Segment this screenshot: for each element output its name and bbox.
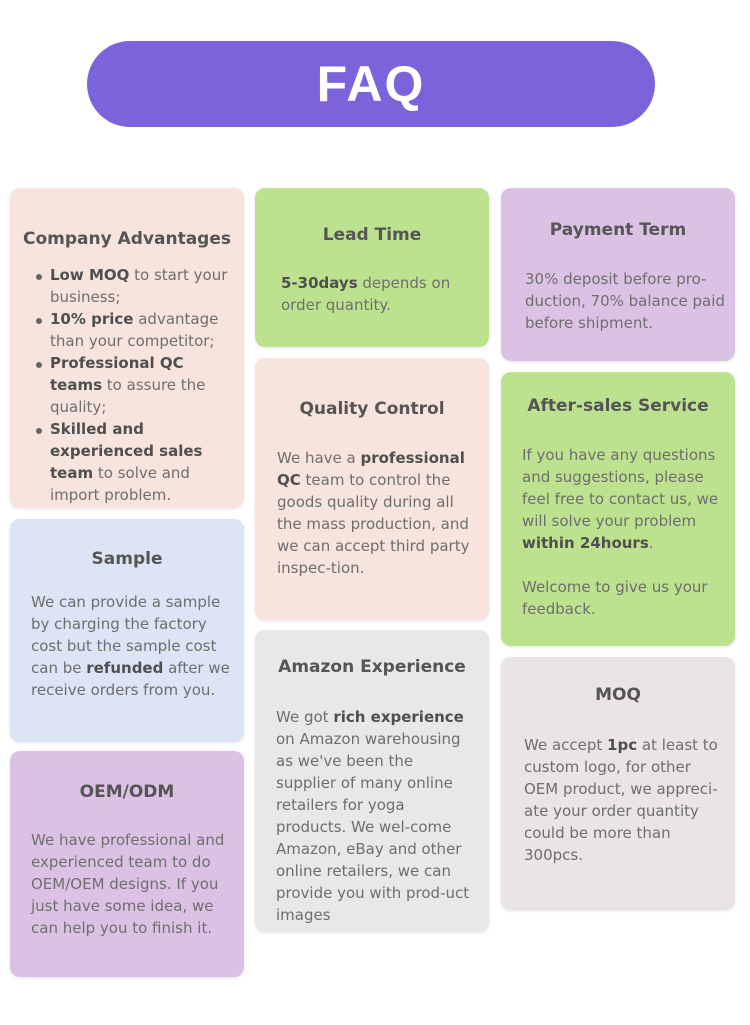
card-body: We can provide a sample by charging the factory cost but the sample cost can be refunded after we receive orders from you. — [31, 593, 230, 699]
card-body: We have a professional QC team to control the goods quality during all the mass production, and we can accept third party inspec-tion. — [277, 449, 470, 577]
card-body: We got rich experience on Amazon warehousing as we've been the supplier of many online retailers for yoga products. We wel-come Amazon, eBay and other online retailers, we can provide you with prod-uct images — [276, 708, 470, 924]
list-item: 10% price advantage than your competitor; — [36, 308, 236, 352]
card-heading: MOQ — [595, 685, 641, 705]
card-heading: Sample — [91, 549, 163, 569]
quality-control-card — [255, 358, 489, 620]
card-heading: Quality Control — [299, 399, 445, 419]
lead-time-card — [255, 188, 489, 347]
card-body: We accept 1pc at least to custom logo, for other OEM product, we appreci-ate your order quantity could be more than 300pcs. — [524, 736, 718, 864]
list-item: Professional QC teams to assure the quality; — [36, 352, 236, 418]
card-body — [522, 444, 722, 620]
oem-odm-card — [10, 751, 244, 977]
page-title: FAQ — [316, 56, 426, 112]
list-item: Low MOQ to start your business; — [36, 264, 236, 308]
faq-title-banner — [87, 41, 655, 127]
moq-card — [501, 657, 735, 910]
feedback-text: Welcome to give us your feedback. — [522, 578, 708, 618]
sample-card — [10, 519, 244, 742]
card-heading: After-sales Service — [527, 396, 709, 416]
card-heading: Company Advantages — [22, 229, 231, 249]
list-item: Skilled and experienced sales team to solve and import problem. — [36, 418, 236, 506]
advantages-list — [36, 264, 236, 506]
card-heading: Lead Time — [322, 225, 422, 245]
card-heading: Amazon Experience — [278, 657, 466, 677]
amazon-experience-card — [255, 630, 489, 932]
card-body: We have professional and experienced team to do OEM/OEM designs. If you just have some idea, we can help you to finish it. — [31, 831, 225, 937]
card-body: 30% deposit before pro-duction, 70% balance paid before shipment. — [525, 270, 725, 332]
after-sales-text: If you have any questions and suggestions, please feel free to contact us, we will solve your problem within 24hours. — [522, 446, 719, 552]
payment-term-card — [501, 188, 735, 361]
after-sales-card — [501, 372, 735, 646]
company-advantages-card — [10, 188, 244, 508]
card-heading: OEM/ODM — [79, 782, 175, 802]
card-body — [36, 264, 236, 506]
card-heading: Payment Term — [549, 220, 687, 240]
card-body: 5-30days depends on order quantity. — [281, 274, 451, 314]
